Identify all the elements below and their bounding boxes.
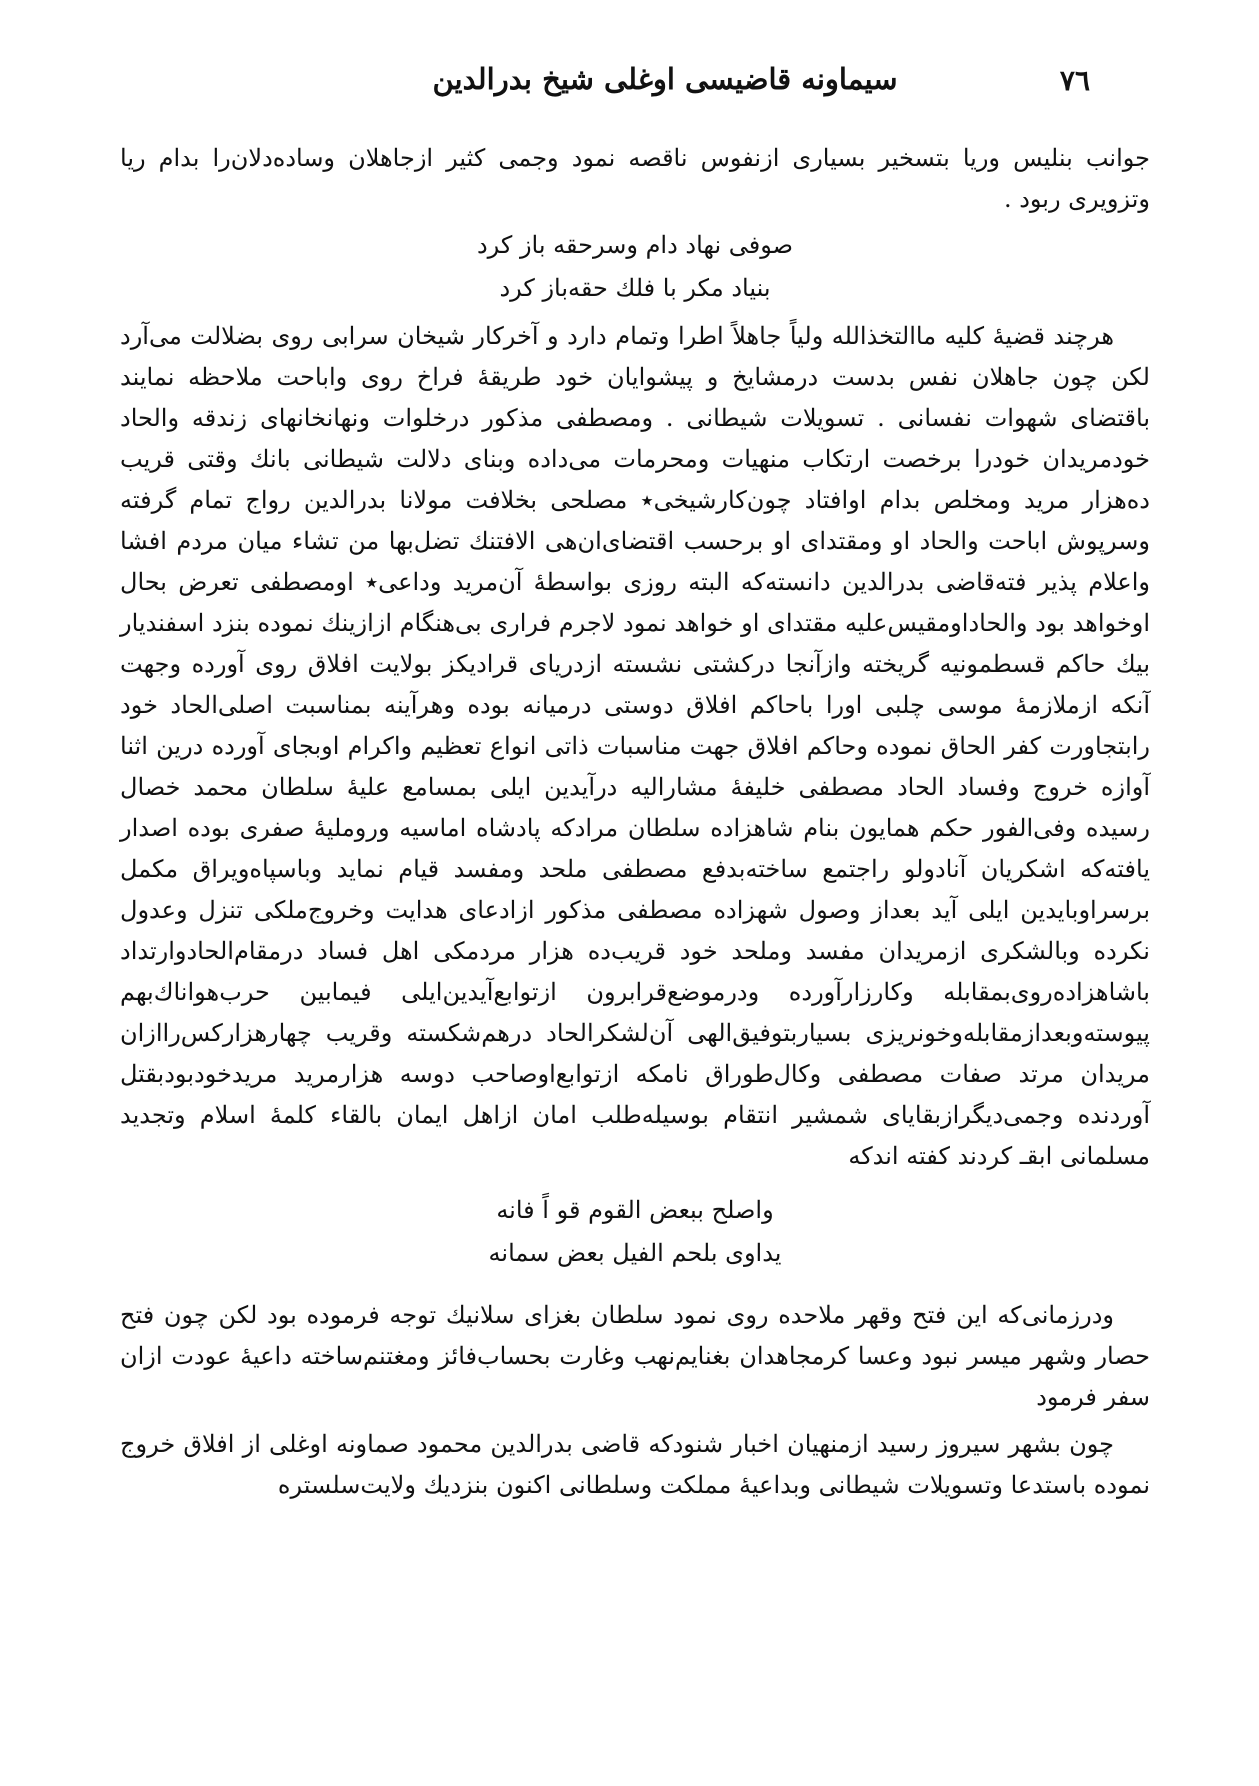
verse-1-line-1: صوفی نهاد دام وسرحقه باز کرد (476, 231, 794, 259)
page-header (240, 62, 1090, 112)
paragraph-2: هرچند قضیۀ کلیه ماالتخذالله ولیاً جاهلاً اطرا وتمام دارد و آخرکار شیخان سرابی روی بضلالت می‌آرد لکن چون جاهلان نفس بدست درمشایخ و پیشوایان خود طریقۀ فراخ روی واباحت ملاحظه نمایند باقتضای شهوات نفسانی . تسویلات شیطانی . ومصطفی مذکور درخلوات ونهانخانهای زندقه والحاد خودمریدان خودرا برخصت ارتکاب منهیات ومحرمات می‌داده وبنای دلالت شیطانی بانك وقتی قریب ده‌هزار مرید ومخلص بدام اوافتاد چون‌کارشیخی٭ مصلحی بخلافت مولانا بدرالدین رواج تمام گرفته وسرپوش اباحت والحاد او ومقتدای او برحسب اقتضای‌ان‌هی الافتنك تضل‌بها من تشاء میان مردم افشا واعلام پذیر فته‌قاضی بدرالدین دانسته‌که البته روزی بواسطۀ آن‌مرید وداعی٭ اومصطفی تعرض بحال اوخواهد بود والحاداومقیس‌علیه مقتدای او خواهد نمود لاجرم فراری بی‌هنگام ازازینك نموده بنزد اسفندیار بیك حاکم قسطمونیه گریخته وازآنجا درکشتی نشسته ازدریای قرادیکز بولایت افلاق روی آورده وجهت آنکه ازملازمۀ موسی چلبی اورا باحاکم افلاق دوستی درمیانه بوده وهرآینه بمناسبت اصلی‌الحاد خود رابتجاورت کفر الحاق نموده وحاکم افلاق جهت مناسبات ذاتی انواع تعظیم واکرام اوبجای آورده درین اثنا آوازه خروج وفساد الحاد مصطفی خلیفۀ مشارالیه درآیدین ایلی بمسامع علیۀ سلطان محمد خصال رسیده وفی‌الفور حکم همایون بنام شاهزاده سلطان مرادکه پادشاه اماسیه وروملیۀ صفری بوده اصدار یافته‌که اشکریان آنادولو راجتمع ساخته‌بدفع مصطفی ملحد ومفسد قیام نماید وباسپاه‌ویراق مکمل برسراوبایدین ایلی آید بعداز وصول شهزاده مصطفی مذکور ازادعای هدایت وخروج‌ملکی تنزل وعدول نکرده وبالشکری ازمریدان مفسد وملحد خود قریب‌ده هزار مردمکی اهل فساد درمقام‌الحادوارتداد باشاهزاده‌روی‌بمقابله وکارزارآورده ودرموضع‌قرابرون ازتوابع‌آیدین‌ایلی فیمابین حرب‌هواناك‌بهم پیوسته‌وبعدازمقابله‌وخونریزی بسیاربتوفیق‌الهی آن‌لشکرالحاد درهم‌شکسته وقریب چهارهزارکس‌راازان مریدان مرتد صفات مصطفی وکال‌طوراق نامکه ازتوابع‌اوصاحب دوسه هزارمرید مریدخودبودبقتل آوردنده وجمی‌دیگرازبقایای شمشیر انتقام بوسیله‌طلب امان ازاهل ایمان بالقاء کلمۀ اسلام وتجدید مسلمانی ابقـ کردند کفته اندکه (120, 322, 1151, 1170)
verse-2-line-1: واصلح ببعض القوم قو اً فانه (496, 1196, 774, 1224)
verse-2-line-2: یداوی بلحم الفیل بعض سمانه (488, 1239, 782, 1267)
page-number: ٧٦ (1059, 64, 1090, 97)
paragraph-3: ودرزمانی‌که این فتح وقهر ملاحده روی نمود سلطان بغزای سلانیك توجه فرموده بود لکن چون فتح حصار وشهر میسر نبود وعسا کرمجاهدان بغنایم‌نهب وغارت بحساب‌فائز ومغتنم‌ساخته داعیۀ عودت ازان سفر فرمود (120, 1301, 1150, 1411)
paragraph-1: جوانب بنلیس وریا بتسخیر بسیاری ازنفوس ناقصه نمود وجمی کثیر ازجاهلان وساده‌دلان‌را بدام ریا وتزویری ربود . (120, 144, 1150, 213)
verse-1-line-2: بنیاد مکر با فلك حقه‌باز کرد (499, 274, 771, 302)
body-text (120, 138, 1150, 1506)
running-title: سیماونه قاضیسی اوغلی شیخ بدرالدین (432, 62, 898, 96)
paragraph-4: چون بشهر سیروز رسید ازمنهیان اخبار شنودکه قاضی بدرالدین محمود صماونه اوغلی از افلاق خروج نموده باستدعا وتسویلات شیطانی وبداعیۀ مملکت وسلطانی اکنون بنزدیك ولایت‌سلستره (120, 1430, 1150, 1499)
